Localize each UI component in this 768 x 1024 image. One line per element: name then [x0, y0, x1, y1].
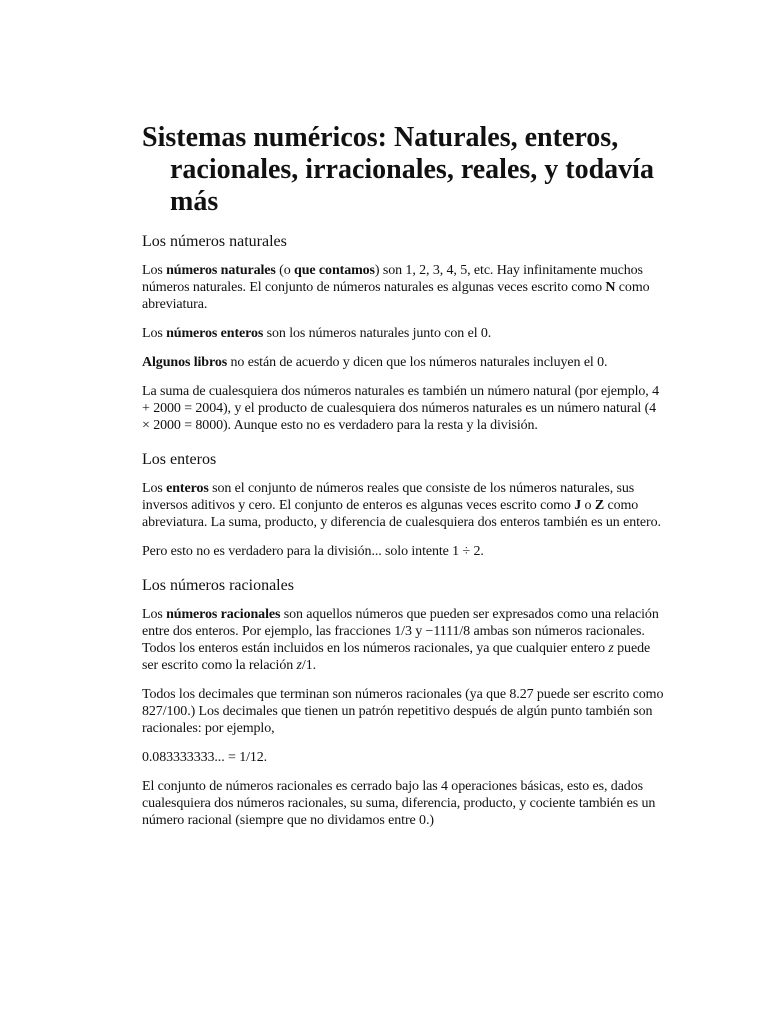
text-run: ) son 1, 2, 3, 4, 5, etc. Hay infinitamente muchos números naturales. El conjunto de números naturales es algunas veces escrito como [142, 263, 643, 295]
paragraph: 0.083333333... = 1/12. [142, 750, 268, 765]
paragraph [142, 606, 667, 674]
paragraph [142, 354, 667, 371]
text-run: Los [142, 326, 167, 341]
italic-variable: z [608, 641, 614, 656]
paragraph: Pero esto no es verdadero para la división... solo intente 1 ÷ 2. [142, 544, 484, 559]
bold-term: J [574, 498, 582, 513]
bold-term: números enteros [166, 326, 264, 341]
bold-term: N [605, 280, 616, 295]
bold-term: Algunos libros [142, 355, 228, 370]
paragraph: Todos los decimales que terminan son números racionales (ya que 8.27 puede ser escrito como 827/100.) Los decimales que tienen un patrón repetitivo después de algún punto también son racionales: por ejemplo, [142, 687, 664, 736]
document-body [142, 122, 667, 841]
text-run: son el conjunto de números reales que consiste de los números naturales, sus inversos aditivos y cero. El conjunto de enteros es algunas veces escrito como [142, 481, 635, 513]
text-run: como abreviatura. [142, 280, 650, 312]
section-heading-racionales: Los números racionales [142, 577, 294, 594]
paragraph [142, 480, 667, 531]
bold-term: que contamos [294, 263, 375, 278]
text-run: Los [142, 263, 167, 278]
text-run: son aquellos números que pueden ser expresados como una relación entre dos enteros. Por ejemplo, las fracciones 1/3 y −1111/8 ambas son números racionales. Todos los enteros están incluidos en los números racionales, ya que cualquier entero [142, 607, 659, 656]
section-heading-enteros: Los enteros [142, 451, 217, 468]
text-run: Los [142, 481, 167, 496]
bold-term: números racionales [166, 607, 281, 622]
bold-term: números naturales [166, 263, 276, 278]
text-run: no están de acuerdo y dicen que los números naturales incluyen el 0. [227, 355, 608, 370]
text-run: Los [142, 607, 167, 622]
paragraph [142, 262, 667, 313]
paragraph: La suma de cualesquiera dos números naturales es también un número natural (por ejemplo, 4 + 2000 = 2004), y el producto de cualesquiera dos números naturales es un número natural (4 × 2000 = 8000). Aunque esto no es verdadero para la resta y la división. [142, 384, 659, 433]
text-run: son los números naturales junto con el 0. [263, 326, 492, 341]
document-title: Sistemas numéricos: Naturales, enteros, racionales, irracionales, reales, y todavía más [142, 122, 654, 217]
section-heading-naturales: Los números naturales [142, 233, 287, 250]
paragraph [142, 325, 667, 342]
text-run: como abreviatura. La suma, producto, y diferencia de cualesquiera dos enteros también es un entero. [142, 498, 661, 530]
italic-variable: z [296, 658, 302, 673]
paragraph: El conjunto de números racionales es cerrado bajo las 4 operaciones básicas, esto es, dados cualesquiera dos números racionales, su suma, diferencia, producto, y cociente también es un número racional (siempre que no dividamos entre 0.) [142, 779, 656, 828]
text-run: puede ser escrito como la relación [142, 641, 651, 673]
text-run: o [581, 498, 595, 513]
bold-term: enteros [166, 481, 209, 496]
text-run: /1. [301, 658, 316, 673]
bold-term: Z [594, 498, 605, 513]
text-run: (o [275, 263, 295, 278]
